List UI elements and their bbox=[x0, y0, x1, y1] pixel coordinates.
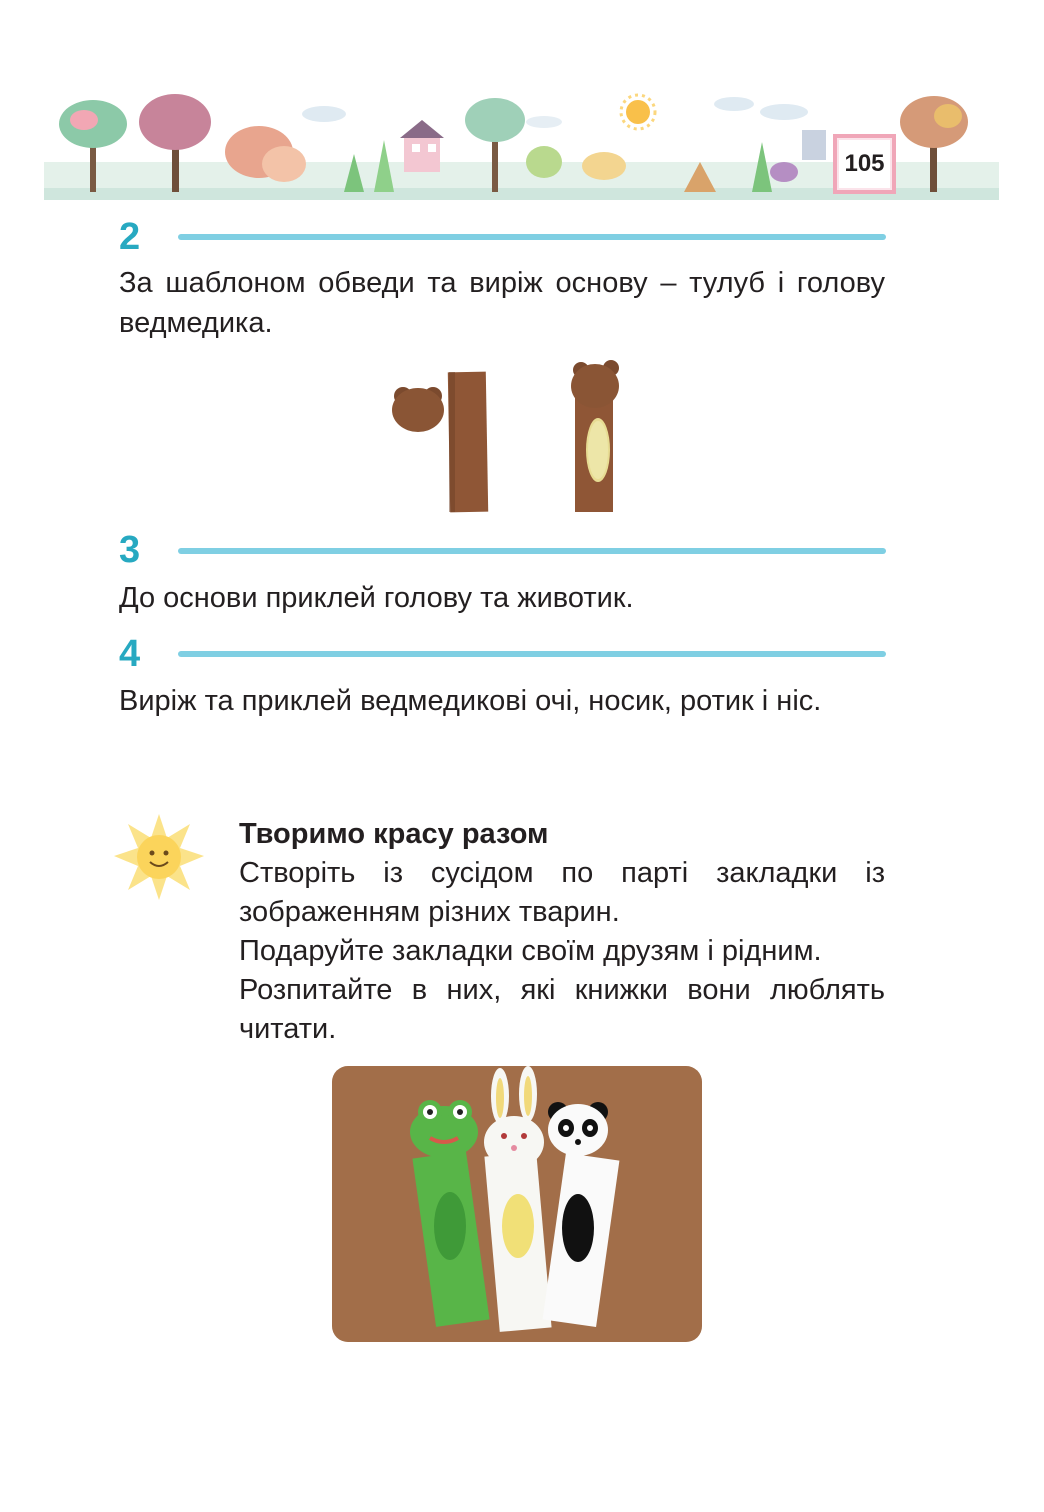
animal-bookmarks-icon bbox=[332, 1066, 702, 1342]
step-number: 2 bbox=[119, 216, 141, 258]
step-text: За шаблоном обведи та виріж основу – тулуб і голову ведмедика. bbox=[119, 267, 885, 339]
task-line: Подаруйте закладки своїм друзям і рідним. bbox=[239, 935, 822, 967]
step-text: Виріж та приклей ведмедикові очі, носик, ротик і ніс. bbox=[119, 685, 822, 717]
bear-bookmark-parts-icon bbox=[385, 358, 645, 530]
task-text bbox=[239, 854, 885, 1049]
task-line: Розпитайте в них, які книжки вони люблять читати. bbox=[239, 974, 885, 1045]
page-number: 105 bbox=[833, 134, 896, 194]
step-number: 4 bbox=[119, 633, 141, 675]
step-divider bbox=[178, 651, 886, 657]
step-divider bbox=[178, 234, 886, 240]
step-number: 3 bbox=[119, 529, 141, 571]
step-text: До основи приклей голову та животик. bbox=[119, 582, 634, 614]
task-title: Творимо красу разом bbox=[239, 818, 549, 850]
step-divider bbox=[178, 548, 886, 554]
smiling-sun-icon bbox=[112, 812, 206, 902]
task-line: Створіть із сусідом по парті закладки із зображенням різних тварин. bbox=[239, 857, 885, 928]
